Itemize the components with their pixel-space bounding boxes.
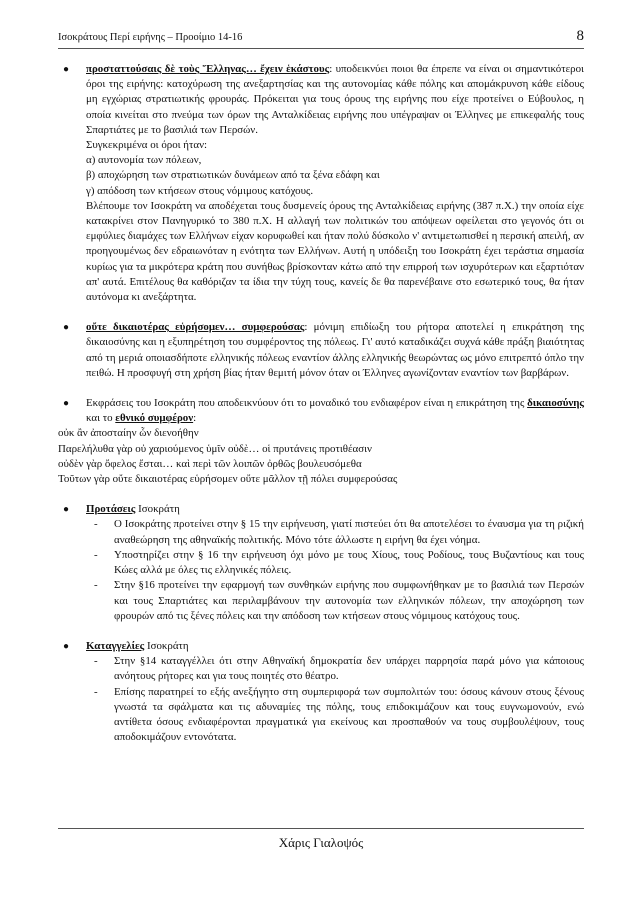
section-paragraph: [86, 320, 584, 381]
list-item: - Επίσης παρατηρεί το εξής ανεξήγητο στη συμπεριφορά των συμπολιτών του: όσους κάνουν στους ξένους γνωστά τα σφάλματα και τις αδυναμίες της πόλης, τους επιδοκιμάζουν και τους ευγνωμονούν, ενώ αντίθετα όσους ενδιαφέρονται πραγματικά για εκείνους και προσπαθούν να τους συμβουλέψουν, τους αποδοκιμάζουν εντονότατα.: [94, 685, 584, 744]
section-ekfraseis: [58, 396, 584, 487]
bullet-icon: ●: [63, 64, 70, 75]
paragraph-text: : υποδεικνύει ποιοι θα έπρεπε να είναι οι σημαντικότεροι όροι της ειρήνης: κατοχύρωση της ανεξαρτησίας και της αυτονομίας κάθε πόλης και απομάκρυνση κάθε είδους μη εγχώριας στρατιωτικής φρουράς. Πρόκειται για τους όρους της ειρήνης που είχε προτείνει ο Εύβουλος, η οποία κινείται στο πνεύμα των όρων της Ανταλκίδειας ειρήνης που υπέγραψαν οι Έλληνες με επικεφαλής τους Σπαρτιάτες με το βασιλιά των Περσών.: [86, 63, 584, 136]
heading-rest: Ισοκράτη: [144, 639, 189, 652]
bullet-icon: ●: [63, 322, 70, 334]
list-item-text: Στην §16 προτείνει την εφαρμογή των συνθηκών ειρήνης που συμφωνήθηκαν με το βασιλιά των Περσών και τους Σπαρτιάτες και περιλαμβάνουν την αυτονομία των ελληνικών πόλεων, την αποχώρηση των φρουρών από τις ξένες πόλεις και την απόδοση των κτήσεων στους νόμιμους κατόχους τους.: [114, 579, 584, 622]
bullet-icon: ●: [63, 504, 70, 516]
section-heading: [86, 639, 584, 654]
footer-author: Χάρις Γιαλοψός: [278, 835, 364, 850]
greek-term: προσταττούσαις δὲ τοὺς Ἕλληνας… ἔχειν ἑκάστους: [86, 63, 330, 75]
list-item: - Υποστηρίζει στην § 16 την ειρήνευση όχι μόνο με τους Χίους, τους Ροδίους, τους Βυζαντίους και τους Κώες αλλά με όλες τις ελληνικές πόλεις.: [94, 548, 584, 577]
list-item-text: Επίσης παρατηρεί το εξής ανεξήγητο στη συμπεριφορά των συμπολιτών του: όσους κάνουν στους ξένους γνωστά τα σφάλματα και τις αδυναμίες της πόλης, τους επιδοκιμάζουν και τους ευγνωμονούν, ενώ αντίθετα όσους ενδιαφέρονται πραγματικά για εκείνους και προσπαθούν να τους συμβουλέψουν, τους αποδοκιμάζουν εντονότατα.: [114, 685, 584, 744]
section-prostattousais: [58, 62, 584, 305]
bold-term: δικαιοσύνης: [527, 397, 584, 410]
bullet-icon: ●: [63, 640, 70, 652]
greek-term: οὔτε δικαιοτέρας εὑρήσομεν… συμφερούσας: [86, 321, 305, 334]
term-item-c: γ) απόδοση των κτήσεων στους νόμιμους κατόχους.: [86, 184, 314, 197]
page-footer: [58, 828, 584, 851]
section-kataggelies: [58, 639, 584, 745]
section-oute-dikaioteras: [58, 320, 584, 381]
list-item-text: Υποστηρίζει στην § 16 την ειρήνευση όχι μόνο με τους Χίους, τους Ροδίους, τους Βυζαντίους και τους Κώες αλλά με όλες τις ελληνικές πόλεις.: [114, 548, 584, 577]
term-item-a: α) αυτονομία των πόλεων,: [86, 154, 202, 167]
section-heading: [86, 502, 584, 517]
heading-term: Προτάσεις: [86, 503, 136, 516]
heading-term: Καταγγελίες: [86, 639, 145, 652]
section-paragraph: [86, 62, 584, 138]
header-title: Ισοκράτους Περί ειρήνης – Προοίμιο 14-16: [58, 32, 243, 43]
document-body: [58, 62, 584, 760]
list-item-text: Ο Ισοκράτης προτείνει στην § 15 την ειρήνευση, γιατί πιστεύει ότι θα αποτελέσει το έναυσμα για τη ριζική αναθεώρηση της αθηναϊκής πολιτικής. Μόνο τότε άλλωστε η ειρήνη θα έχει νόημα.: [114, 518, 584, 546]
section-protaseis: [58, 502, 584, 624]
bullet-icon: ●: [63, 398, 70, 410]
paragraph-text: Βλέπουμε τον Ισοκράτη να αποδέχεται τους δυσμενείς όρους της Ανταλκίδειας ειρήνης (387 π.Χ.) την οποία είχε κατακρίνει στον Πανηγυρικό το 380 π.Χ. Η αλλαγή των πολιτικών του απόψεων οφείλεται στο γεγονός ότι οι εμφύλιες διαμάχες των Ελλήνων είχαν κορυφωθεί και ήταν πολύ δύσκολο ν' αντιμετωπισθεί η περσική απειλή, αν προηγουμένως δεν εδραιωνόταν η ενότητα των Ελλήνων. Αυτή η υπόδειξη του Ισοκράτη έχει τεράστια σημασία κυρίως για τα μικρότερα κράτη που συνήθως βρίσκονταν κάτω από την επιρροή των ισχυρότερων και εξαρτιόταν απ' αυτά. Επιτέλους θα καθόριζαν τα ίδια την τύχη τους, κανείς δε θα παρενέβαινε στο εσωτερικό τους, θα ήταν αυτόνομα κι ανεξάρτητα.: [86, 199, 584, 304]
greek-quote: Τοῦτων γὰρ οὔτε δικαιοτέρας εὑρήσομεν οὔτε μᾶλλον τῇ πόλει συμφερούσας: [58, 473, 398, 486]
greek-quote: οὐκ ἂν ἀποσταίην ὧν διενοήθην: [58, 427, 199, 440]
paragraph-text: και το: [86, 412, 116, 425]
paragraph-text: : μόνιμη επιδίωξη του ρήτορα αποτελεί η επικράτηση της δικαιοσύνης και η εξυπηρέτηση του συμφέροντος της πόλεως. Γι' αυτό καταδικάζει συχνά κάθε πράξη βιαιότητας από τη μεριά οποιασδήποτε ελληνικής πόλεως εναντίον άλλης ελληνικής θεωρώντας ως μόνο επιτρεπτό όπλο την πειθώ. Η προσφυγή στη χρήση βίας ήταν θεμιτή μόνον όταν οι Έλληνες αγωνίζονταν εναντίον των βαρβάρων.: [86, 321, 584, 379]
list-item-text: Στην §14 καταγγέλλει ότι στην Αθηναϊκή δημοκρατία δεν υπάρχει παρρησία παρά μόνο για κάποιους ανόητους ρήτορες και για τους ποιητές στο θέατρο.: [114, 655, 584, 683]
paragraph-text: :: [193, 412, 197, 425]
greek-quote: Παρελήλυθα γὰρ οὐ χαριούμενος ὑμῖν οὐδὲ… οἱ πρυτάνεις προτιθέασιν: [58, 442, 372, 455]
bold-term: εθνικό συμφέρον: [115, 412, 194, 425]
heading-rest: Ισοκράτη: [135, 503, 180, 516]
greek-quote: οὐδὲν γὰρ ὄφελος ἔσται… καὶ περὶ τῶν λοιπῶν ὀρθῶς βουλευσόμεθα: [58, 457, 362, 470]
section-paragraph: [86, 396, 584, 426]
page-number: 8: [576, 28, 584, 44]
list-item: - Στην §14 καταγγέλλει ότι στην Αθηναϊκή δημοκρατία δεν υπάρχει παρρησία παρά μόνο για κάποιους ανόητους ρήτορες και για τους ποιητές στο θέατρο.: [94, 655, 584, 683]
terms-intro: Συγκεκριμένα οι όροι ήταν:: [86, 139, 208, 152]
paragraph-text: Εκφράσεις του Ισοκράτη που αποδεικνύουν ότι το μοναδικό του ενδιαφέρον είναι η επικράτηση της: [86, 397, 528, 410]
list-item: - Ο Ισοκράτης προτείνει στην § 15 την ειρήνευση, γιατί πιστεύει ότι θα αποτελέσει το έναυσμα για τη ριζική αναθεώρηση της αθηναϊκής πολιτικής. Μόνο τότε άλλωστε η ειρήνη θα έχει νόημα.: [94, 518, 584, 546]
term-item-b: β) αποχώρηση των στρατιωτικών δυνάμεων από τα ξένα εδάφη και: [86, 169, 380, 182]
page-header: [58, 20, 584, 49]
list-item: - Στην §16 προτείνει την εφαρμογή των συνθηκών ειρήνης που συμφωνήθηκαν με το βασιλιά των Περσών και τους Σπαρτιάτες και περιλαμβάνουν την αυτονομία των ελληνικών πόλεων, την αποχώρηση των φρουρών από τις ξένες πόλεις και την απόδοση των κτήσεων στους νόμιμους κατόχους τους.: [94, 579, 584, 622]
